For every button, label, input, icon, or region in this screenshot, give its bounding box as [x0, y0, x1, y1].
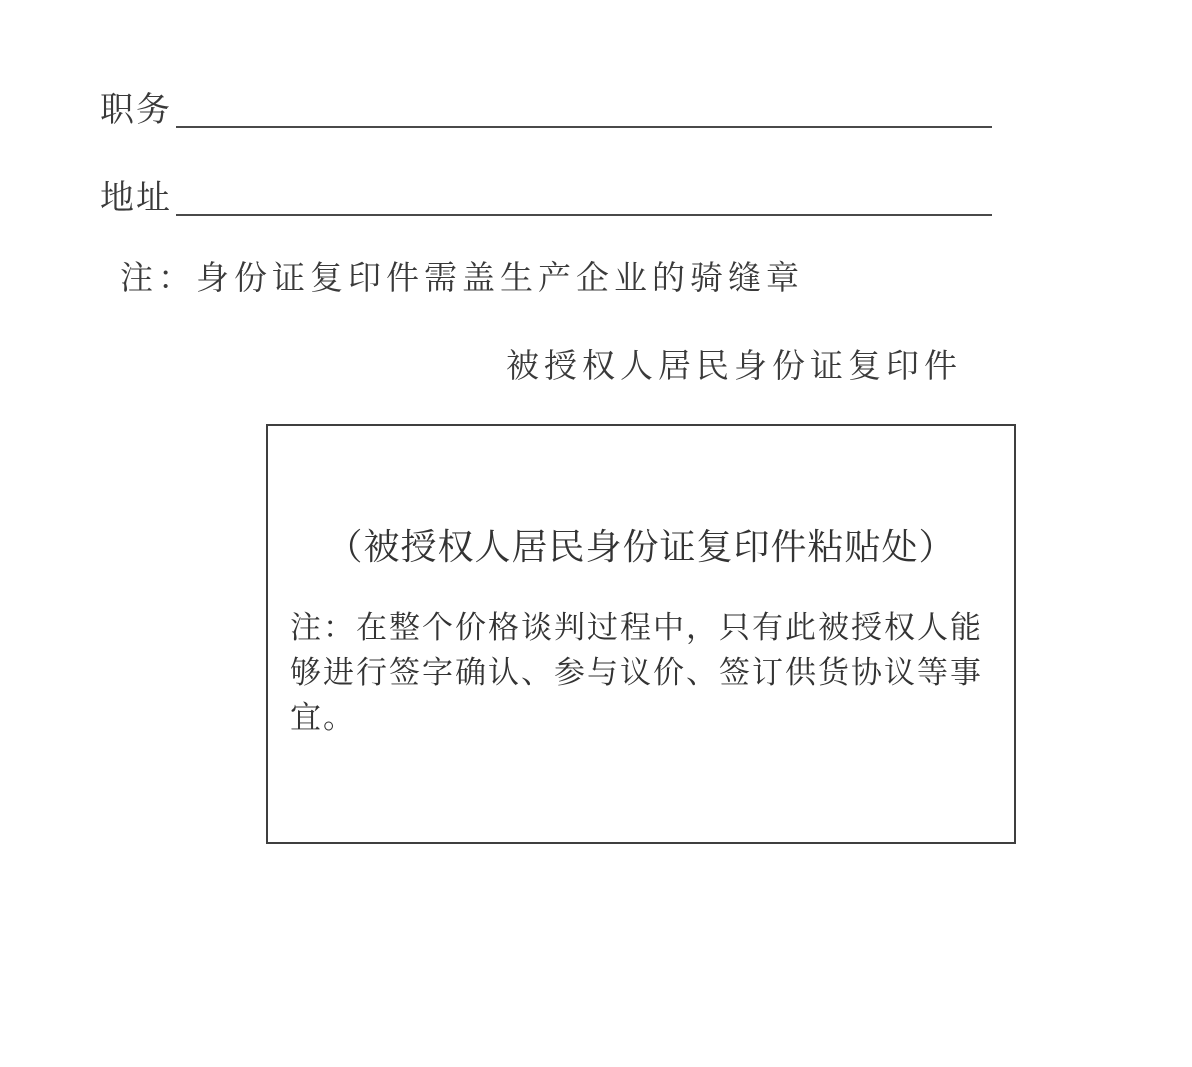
id-copy-heading: 被授权人居民身份证复印件	[506, 346, 962, 385]
title-fill-line[interactable]	[176, 126, 992, 128]
address-fill-line[interactable]	[176, 214, 992, 216]
title-label: 职务	[100, 90, 172, 130]
id-copy-paste-box	[266, 424, 1016, 844]
paste-box-note: 注：在整个价格谈判过程中，只有此被授权人能够进行签字确认、参与议价、签订供货协议等事宜。	[290, 610, 983, 736]
address-label: 地址	[100, 178, 172, 218]
paste-box-title: （被授权人居民身份证复印件粘贴处）	[326, 527, 956, 568]
stamp-note: 注：身份证复印件需盖生产企业的骑缝章	[120, 258, 804, 297]
address-field-row	[100, 168, 172, 218]
title-field-row	[100, 80, 172, 130]
